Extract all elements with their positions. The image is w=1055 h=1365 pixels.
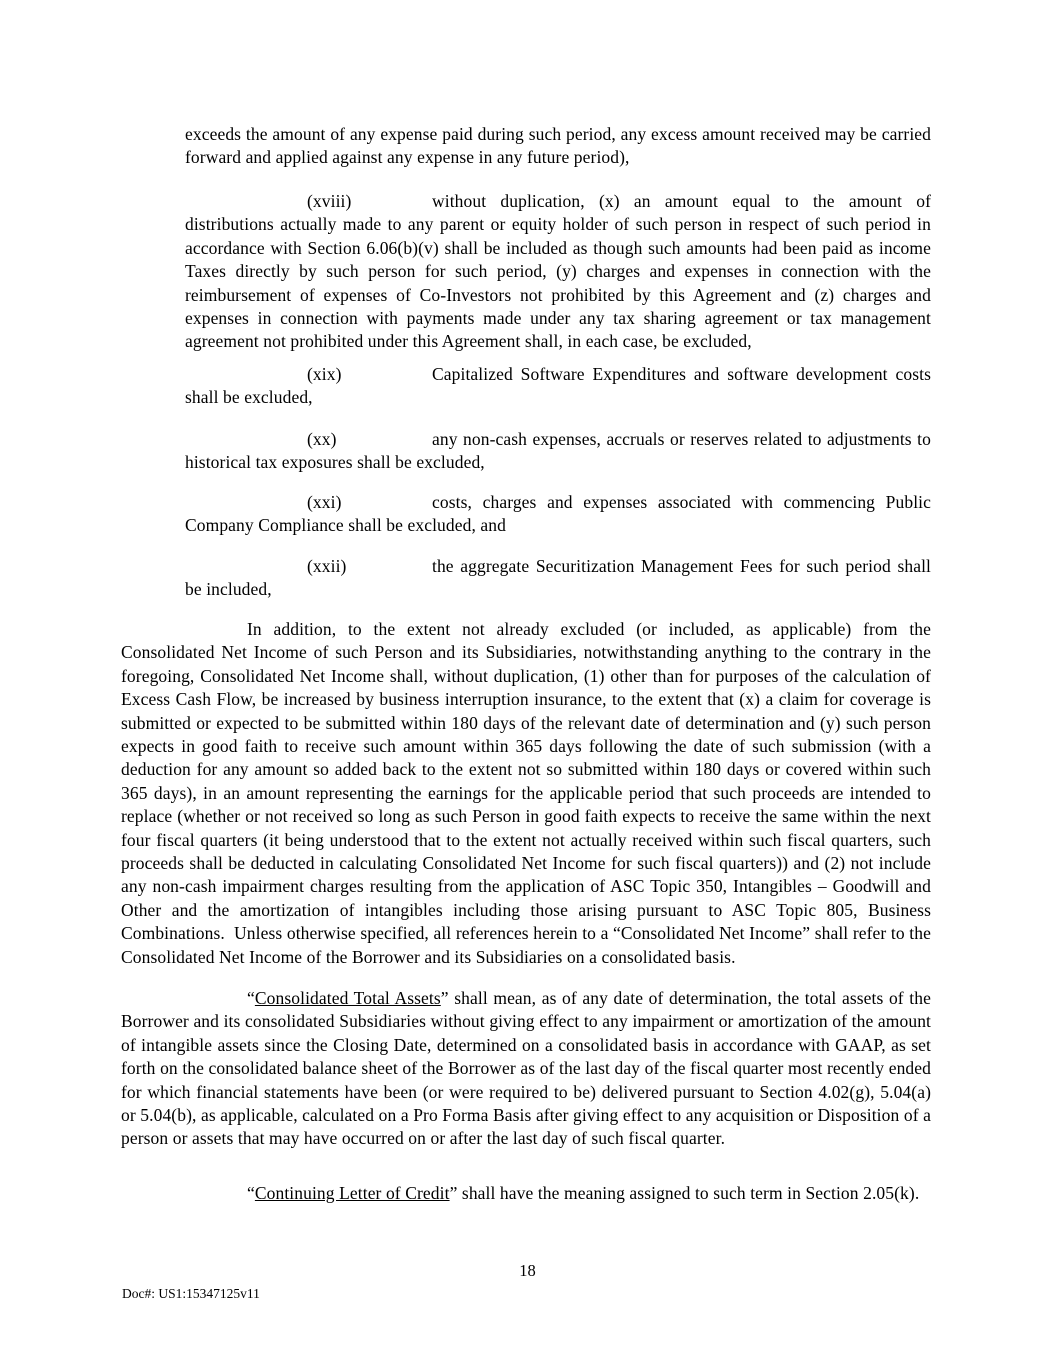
open-quote: “ [247,1183,255,1203]
clause-number: (xix) [307,364,342,384]
definition-continuing-letter-of-credit [121,1182,931,1205]
paragraph-continuation: exceeds the amount of any expense paid during such period, any excess amount received may be carried forward and applied against any expense in any future period), [185,124,931,168]
clause-xx [185,428,931,475]
clause-number: (xx) [307,429,337,449]
clause-number: (xxi) [307,492,342,512]
defined-term-continuing-letter-of-credit: Continuing Letter of Credit [254,1183,450,1203]
clause-text: Capitalized Software Expenditures and software development costs shall be excluded, [185,364,931,408]
clause-xviii [185,190,931,354]
defined-term-consolidated-total-assets: Consolidated Total Assets [254,988,441,1008]
clause-xix [185,363,931,410]
clause-text: costs, charges and expenses associated with commencing Public Company Compliance shall be excluded, and [185,492,931,536]
clause-xxii [185,555,931,602]
paragraph-in-addition: In addition, to the extent not already excluded (or included, as applicable) from the Consolidated Net Income of such Person and its Subsidiaries, notwithstanding anything to the contrary in the foregoing, Consolidated Net Income shall, without duplication, (1) other than for purposes of the calculation of Excess Cash Flow, be increased by business interruption insurance, to the extent that (x) a claim for coverage is submitted or expected to be submitted within 180 days of the relevant date of determination and (y) such person expects in good faith to receive such amount within 365 days following the date of such submission (with a deduction for any amount so added back to the extent not so submitted within 180 days or covered within such 365 days), in an amount representing the earnings for the applicable period that such proceeds are intended to replace (whether or not received so long as such Person in good faith expects to receive the same within the next four fiscal quarters (it being understood that to the extent not actually received within such fiscal quarters, such proceeds shall be deducted in calculating Consolidated Net Income for such fiscal quarters)) and (2) not include any non-cash impairment charges resulting from the application of ASC Topic 350, Intangibles – Goodwill and Other and the amortization of intangibles including those arising pursuant to ASC Topic 805, Business Combinations. Unless otherwise specified, all references herein to a “Consolidated Net Income” shall refer to the Consolidated Net Income of the Borrower and its Subsidiaries on a consolidated basis. [121,619,931,967]
clause-xxi [185,491,931,538]
clause-number: (xxii) [307,556,347,576]
definition-consolidated-total-assets [121,987,931,1151]
doc-number: Doc#: US1:15347125v11 [122,1286,260,1301]
definition-text: ” shall mean, as of any date of determination, the total assets of the Borrower and its consolidated Subsidiaries without giving effect to any impairment or amortization of the amount of intangible assets since the Closing Date, determined on a consolidated basis in accordance with GAAP, as set forth on the consolidated balance sheet of the Borrower as of the last day of the fiscal quarter most recently ended for which financial statements have been (or were required to be) delivered pursuant to Section 4.02(g), 5.04(a) or 5.04(b), as applicable, calculated on a Pro Forma Basis after giving effect to any acquisition or Disposition of a person or assets that may have occurred on or after the last day of such fiscal quarter. [121,988,931,1149]
page-number: 18 [519,1261,536,1280]
clause-number: (xviii) [307,191,352,211]
clause-text: any non-cash expenses, accruals or reserves related to adjustments to historical tax exposures shall be excluded, [185,429,931,473]
open-quote: “ [247,988,255,1008]
clause-text: the aggregate Securitization Management Fees for such period shall be included, [185,556,931,600]
clause-text: without duplication, (x) an amount equal to the amount of distributions actually made to any parent or equity holder of such person in respect of such period in accordance with Section 6.06(b)(v) shall be included as though such amounts had been paid as income Taxes directly by such person for such period, (y) charges and expenses in connection with the reimbursement of expenses of Co-Investors not prohibited by this Agreement and (z) charges and expenses in connection with payments made under any tax sharing agreement or tax management agreement not prohibited under this Agreement shall, in each case, be excluded, [185,191,931,352]
definition-text: ” shall have the meaning assigned to such term in Section 2.05(k). [449,1183,920,1203]
